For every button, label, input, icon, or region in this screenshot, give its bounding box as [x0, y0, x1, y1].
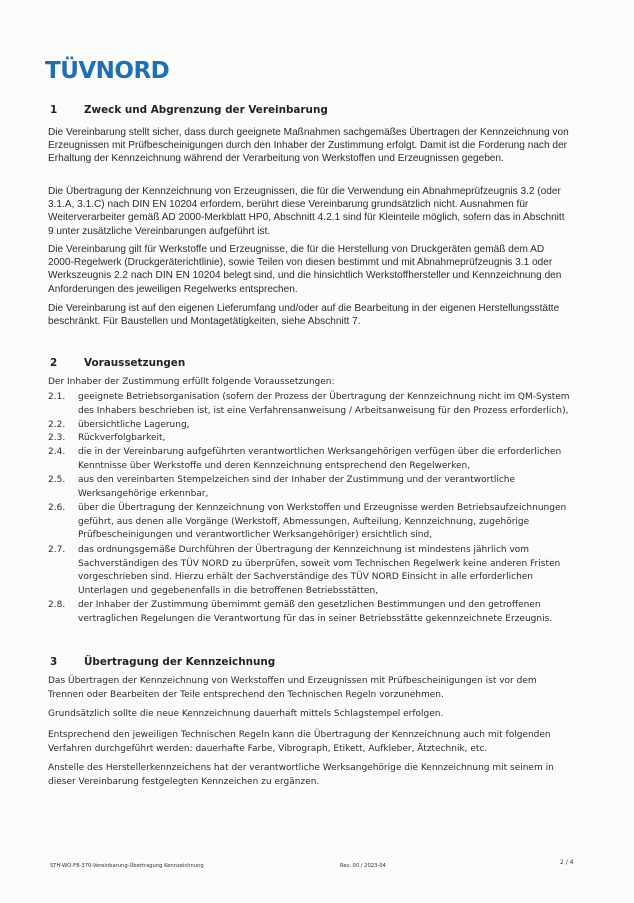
section-number: 3	[50, 656, 58, 668]
list-item	[48, 544, 572, 598]
list-item-text: geeignete Betriebsorganisation (sofern der Prozess der Übertragung der Kennzeichnung nicht im QM-System des Inhabers beschrieben ist, ist eine Verfahrensanweisung / Arbeitsanweisung für den Prozess erforderlich),	[78, 392, 570, 416]
list-item-text: über die Übertragung der Kennzeichnung von Werkstoffen und Erzeugnisse werden Betriebsaufzeichnungen geführt, aus denen alle Vorgänge (Werkstoff, Abmessungen, Aufteilung, Kennzeichnung, zugehörige Prüfbescheinigungen und verantwortlicher Werksangehöriger) ersichtlich sind,	[78, 503, 567, 541]
page-number: 2 / 4	[560, 859, 574, 866]
section-2-heading	[50, 357, 185, 369]
list-item-text: übersichtliche Lagerung,	[78, 420, 190, 430]
tuv-nord-logo: TÜVNORD	[45, 58, 170, 84]
section-1-paragraph: Die Vereinbarung gilt für Werkstoffe und Erzeugnisse, die für die Herstellung von Druckgeräten gemäß dem AD 2000-Regelwerk (Druckgeräterichtlinie), sowie Teilen von diesen bestimmt und mit Abnahmeprüfzeugnis 3.1 oder Werkszeugnis 2.2 nach DIN EN 10204 belegt sind, und die hinsichtlich Werkstoffhersteller und Kennzeichnung den Anforderungen des jeweiligen Regelwerks entsprechen.	[48, 244, 562, 295]
list-item-number: 2.8.	[48, 600, 66, 610]
section-1-heading	[50, 104, 328, 116]
section-number: 2	[50, 357, 58, 369]
list-item-number: 2.4.	[48, 447, 66, 457]
section-3-paragraph: Grundsätzlich sollte die neue Kennzeichnung dauerhaft mittels Schlagstempel erfolgen.	[48, 709, 444, 719]
list-item	[48, 391, 572, 418]
list-item-number: 2.7.	[48, 545, 66, 555]
section-3-paragraph: Entsprechend den jeweiligen Technischen Regeln kann die Übertragung der Kennzeichnung auch mit folgenden Verfahren durchgeführt werden: dauerhafte Farbe, Vibrograph, Etikett, Aufkleber, Ätztechnik, etc.	[48, 730, 551, 754]
footer-revision: Rev. 00 / 2023-04	[340, 863, 386, 869]
section-title: Zweck und Abgrenzung der Vereinbarung	[84, 104, 328, 116]
list-item-number: 2.5.	[48, 475, 66, 485]
list-item	[48, 502, 572, 543]
list-item-text: aus den vereinbarten Stempelzeichen sind der Inhaber der Zustimmung und der verantwortliche Werksangehörige erkennbar,	[78, 475, 516, 499]
section-1-paragraph: Die Vereinbarung stellt sicher, dass durch geeignete Maßnahmen sachgemäßes Übertragen der Kennzeichnung von Erzeugnissen mit Prüfbescheinigungen durch den Inhaber der Zustimmung erfolgt. Damit ist die Forderung nach der Erhaltung der Kennzeichnung während der Verarbeitung von Werkstoffen und Erzeugnissen gegeben.	[48, 127, 569, 165]
list-item-number: 2.2.	[48, 420, 66, 430]
list-item	[48, 432, 572, 446]
section-3-heading	[50, 656, 275, 668]
list-item	[48, 599, 572, 626]
section-title: Übertragung der Kennzeichnung	[84, 656, 276, 668]
section-2-intro: Der Inhaber der Zustimmung erfüllt folgende Voraussetzungen:	[48, 377, 335, 387]
list-item	[48, 446, 572, 473]
list-item-text: Rückverfolgbarkeit,	[78, 433, 166, 443]
list-item	[48, 474, 572, 501]
list-item	[48, 419, 572, 433]
list-item-number: 2.6.	[48, 503, 66, 513]
section-1-paragraph: Die Vereinbarung ist auf den eigenen Lieferumfang und/oder auf die Bearbeitung in der eigenen Herstellungsstätte beschränkt. Für Baustellen und Montagetätigkeiten, siehe Abschnitt 7.	[48, 303, 560, 328]
section-3-paragraph: Das Übertragen der Kennzeichnung von Werkstoffen und Erzeugnissen mit Prüfbescheinigungen ist vor dem Trennen oder Bearbeiten der Teile entsprechend den Technischen Regeln vorzunehmen.	[48, 676, 537, 700]
section-number: 1	[50, 104, 58, 116]
section-3-paragraph: Anstelle des Herstellerkennzeichens hat der verantwortliche Werksangehörige die Kennzeichnung mit seinem in dieser Vereinbarung festgelegten Kennzeichen zu ergänzen.	[48, 763, 554, 787]
list-item-text: das ordnungsgemäße Durchführen der Übertragung der Kennzeichnung ist mindestens jährlich vom Sachverständigen des TÜV NORD zu überprüfen, soweit vom Technischen Regelwerk keine anderen Fristen vorgeschrieben sind. Hierzu erhält der Sachverständige des TÜV NORD Einsicht in alle erforderlichen Unterlagen und gegebenenfalls in die betroffenen Betriebsstätten,	[78, 545, 561, 596]
list-item-number: 2.3.	[48, 433, 66, 443]
list-item-number: 2.1.	[48, 392, 66, 402]
footer-doc-id: STH-WO-F8-370-Vereinbarung-Übertragung Kennzeichnung	[50, 863, 204, 869]
section-1-paragraph: Die Übertragung der Kennzeichnung von Erzeugnissen, die für die Verwendung ein Abnahmeprüfzeugnis 3.2 (oder 3.1.A, 3.1.C) nach DIN EN 10204 erfordern, berührt diese Vereinbarung grundsätzlich nicht. Ausnahmen für Weiterverarbeiter gemäß AD 2000-Merkblatt HP0, Abschnitt 4.2.1 sind für Kleinteile möglich, sofern das in Abschnitt 9 unter zusätzliche Vereinbarungen aufgeführt ist.	[48, 186, 565, 237]
list-item-text: die in der Vereinbarung aufgeführten verantwortlichen Werksangehörigen verfügen über die erforderlichen Kenntnisse über Werkstoffe und deren Kennzeichnung entsprechend den Regelwerken,	[78, 447, 562, 471]
section-title: Voraussetzungen	[84, 357, 186, 369]
list-item-text: der Inhaber der Zustimmung übernimmt gemäß den gesetzlichen Bestimmungen und den getroffenen vertraglichen Regelungen die Verantwortung für das in seiner Betriebsstätte gekennzeichnete Erzeugnis.	[78, 600, 553, 624]
